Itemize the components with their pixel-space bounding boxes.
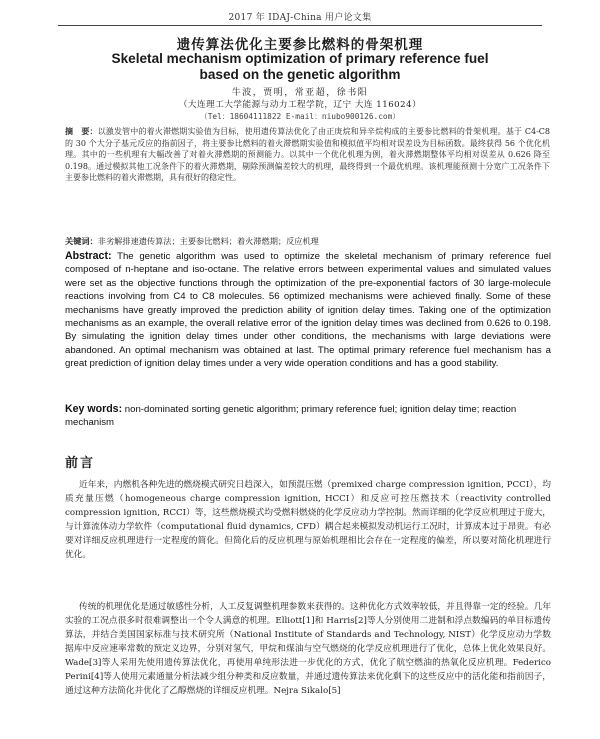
abstract-chinese-label: 摘 要： bbox=[65, 127, 98, 136]
title-english bbox=[0, 51, 600, 83]
title-english-line-1: Skeletal mechanism optimization of primary reference fuel bbox=[111, 51, 489, 66]
abstract-chinese-text: 以激发管中的着火滞燃期实验值为目标，使用遗传算法优化了由正庚烷和异辛烷构成的主要参比燃料的骨架机理。基于 C4-C8 的 30 个大分子基元反应的指前因子，将主要参比燃料的着火滞燃期实验值和模拟值平均相对误差设为目标函数。最终获得 56 个优化机理。其中的一些机理有大幅改善了对着火滞燃期的预测能力。以其中一个优化机理为例，着火滞燃期整体平均相对误差从 0.626 降至 0.198。通过模拟其他工况条件下的着火滞燃期，剔除预测偏差较大的机理，最终得到一个最优机理。该机理能预测十分宽广工况条件下主要参比燃料的着火滞燃期，具有很好的稳定性。 bbox=[65, 127, 550, 183]
title-chinese: 遗传算法优化主要参比燃料的骨架机理 bbox=[176, 37, 424, 53]
title-english-line-2: based on the genetic algorithm bbox=[199, 67, 401, 82]
affiliation: （大连理工大学能源与动力工程学院，辽宁 大连 116024） bbox=[178, 100, 422, 110]
running-header: 2017 年 IDAJ-China 用户论文集 bbox=[228, 13, 372, 23]
keywords-chinese-text: 非劣解排速遗传算法；主要参比燃料；着火滞燃期；反应机理 bbox=[97, 236, 319, 246]
body-paragraph-1: 近年来，内燃机各种先进的燃烧模式研究日趋深入，如预混压燃（premixed charge compression ignition, PCCI），均质充量压燃（homogeneous charge compression ignition, HCCI）和反应可控压燃技术（reactivity controlled compression ignition, RCCI）等，这些燃烧模式均受燃料燃烧的化学反应动力学控制。然而详细的化学反应机理过于庞大，与计算流体动力学软件（computational fluid dynamics, CFD）耦合起来模拟发动机运行工况时，计算成本过于昂贵。有必要对详细反应机理进行一定程度的简化。但简化后的反应机理与原始机理相比会存在一定程度的偏差，所以要对简化机理进行优化。 bbox=[65, 480, 551, 560]
keywords-english-label: Key words: bbox=[65, 403, 123, 415]
header-rule bbox=[58, 25, 542, 26]
keywords-chinese bbox=[65, 236, 550, 247]
author-list: 牛波，贾明，常亚超，徐书阳 bbox=[231, 88, 369, 98]
keywords-english-text: non-dominated sorting genetic algorithm; primary reference fuel; ignition delay time; reaction mechanism bbox=[65, 404, 517, 428]
contact-info: （Tel：18604111822 E-mail：niubo900126.com） bbox=[199, 112, 401, 121]
body-paragraph-2: 传统的机理优化是通过敏感性分析，人工反复调整机理参数来获得的。这种优化方式效率较低，并且得靠一定的经验。几年实验的工况点很多时很难调整出一个令人满意的机理。Elliott[1]和 Harris[2]等人分别使用二进制和浮点数编码的单目标遗传算法，并结合美国国家标准与技术研究所（National Institute of Standards and Technology, NIST）化学反应动力学数据库中反应速率常数的预定义边界，分别对氢气，甲烷和煤油与空气燃烧的化学反应机理进行了优化，总体上优化效果良好。Wade[3]等人采用先使用遗传算法优化，再使用单纯形法进一步优化的方式，优化了航空燃油的热氧化反应机理。Federico Perini[4]等人使用元素通量分析法减少组分种类和反应数量，并通过遗传算法来优化剩下的这些反应中的活化能和指前因子，通过这种方法简化并优化了乙醇燃烧的详细反应机理。Nejra Sikalo[5] bbox=[65, 602, 551, 696]
keywords-english bbox=[65, 403, 551, 430]
abstract-chinese bbox=[65, 126, 550, 184]
keywords-chinese-label: 关键词： bbox=[65, 236, 98, 246]
abstract-english-label: Abstract: bbox=[65, 250, 112, 262]
abstract-english-text: The genetic algorithm was used to optimize the skeletal mechanism of primary reference fuel composed of n-heptane and iso-octane. The relative errors between experimental values and simulated values were set as the objective functions through the optimization of the pre-exponential factors of 30 large-molecule reactions involving from C4 to C8 molecules. 56 optimized mechanisms were achieved finally. Some of these mechanisms have greatly improved the prediction ability of ignition delay times. Taking one of the optimization mechanisms as an example, the overall relative error of the ignition delay times was declined from 0.626 to 0.198. By simulating the ignition delay times under other conditions, the mechanisms with large deviations were abandoned. An optimal mechanism was obtained at last. The optimal primary reference fuel mechanism has a great prediction of ignition delay times under a very wide operation conditions and has a good stability. bbox=[65, 251, 551, 370]
section-title-introduction: 前言 bbox=[65, 456, 96, 471]
abstract-english bbox=[65, 250, 551, 371]
